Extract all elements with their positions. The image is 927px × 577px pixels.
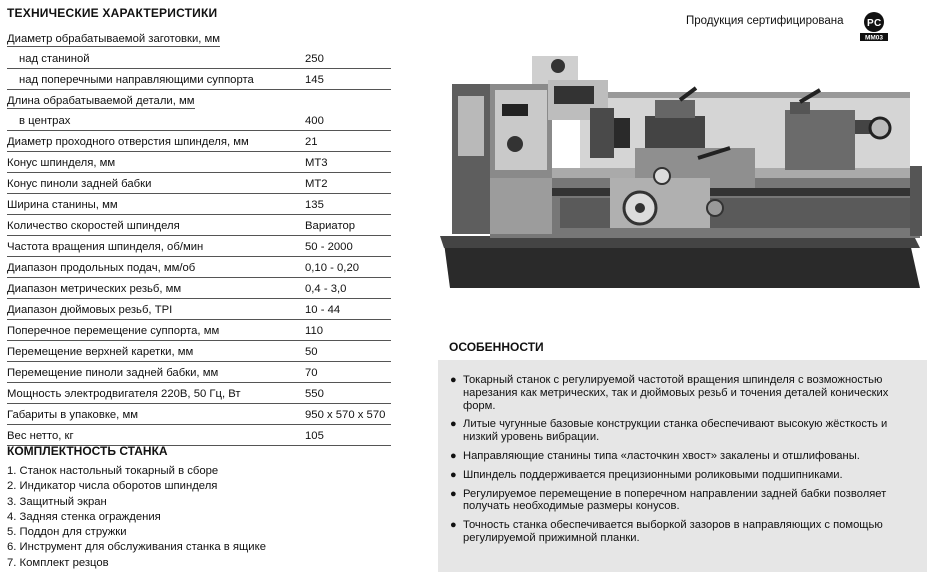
feature-text: Литые чугунные базовые конструкции станка обеспечивают высокую жёсткость и низкий уровень вибрации. — [463, 418, 888, 444]
feature-text: Направляющие станины типа «ласточкин хвост» закалены и отшлифованы. — [463, 449, 860, 462]
spec-value: 400 — [305, 115, 324, 127]
spec-value: 110 — [305, 325, 324, 337]
spec-label: Габариты в упаковке, мм — [7, 409, 138, 421]
spec-label: Диаметр проходного отверстия шпинделя, мм — [7, 136, 249, 148]
spec-value: 250 — [305, 53, 324, 65]
feature-text: Точность станка обеспечивается выборкой зазоров в направляющих с помощью регулируемой прижимной планки. — [463, 519, 883, 544]
spec-label: Поперечное перемещение суппорта, мм — [7, 325, 220, 337]
bullet-icon: ● — [450, 449, 457, 462]
spec-value: 0,10 - 0,20 — [305, 262, 360, 274]
kit-list — [7, 464, 266, 571]
bullet-icon: ● — [450, 519, 457, 532]
spec-value: 50 - 2000 — [305, 241, 353, 253]
spec-row — [7, 362, 391, 383]
spec-label: Частота вращения шпинделя, об/мин — [7, 241, 204, 253]
spec-label: в центрах — [19, 115, 71, 127]
kit-item: 5. Поддон для стружки — [7, 526, 127, 539]
svg-text:С: С — [874, 18, 882, 29]
spec-row — [7, 278, 391, 299]
spec-label: Вес нетто, кг — [7, 430, 74, 442]
spec-label: Конус шпинделя, мм — [7, 157, 116, 169]
spec-row — [7, 173, 391, 194]
lathe-machine-image — [440, 48, 927, 326]
feature-text: Шпиндель поддерживается прецизионными роликовыми подшипниками. — [463, 468, 843, 481]
bullet-icon: ● — [450, 418, 457, 431]
kit-item: 7. Комплект резцов — [7, 556, 109, 569]
feature-item — [450, 519, 920, 545]
kit-item: 1. Станок настольный токарный в сборе — [7, 465, 219, 477]
spec-label: Диапазон продольных подач, мм/об — [7, 262, 196, 274]
spec-label: Длина обрабатываемой детали, мм — [7, 95, 195, 107]
spec-value: 550 — [305, 388, 324, 400]
spec-value: 950 x 570 x 570 — [305, 409, 386, 421]
bullet-icon: ● — [450, 374, 457, 386]
spec-value: МТ3 — [305, 157, 328, 169]
kit-title: КОМПЛЕКТНОСТЬ СТАНКА — [7, 444, 168, 458]
spec-row — [7, 257, 391, 278]
kit-item: 2. Индикатор числа оборотов шпинделя — [7, 480, 218, 493]
spec-label: Ширина станины, мм — [7, 199, 118, 211]
certification-text: Продукция сертифицирована — [686, 15, 844, 27]
spec-row — [7, 152, 391, 173]
feature-item — [450, 418, 920, 444]
spec-label: над станиной — [19, 53, 90, 65]
spec-row — [7, 425, 391, 446]
spec-value: 21 — [305, 136, 318, 148]
spec-row — [7, 320, 391, 341]
spec-value: 105 — [305, 430, 324, 442]
feature-item — [450, 469, 920, 482]
spec-row — [7, 131, 391, 152]
feature-item — [450, 488, 920, 514]
feature-item — [450, 450, 920, 463]
spec-row — [7, 110, 391, 131]
spec-row — [7, 236, 391, 257]
feature-text: Регулируемое перемещение в поперечном направлении задней бабки позволяет получать необходимые размеры конусов. — [463, 487, 887, 513]
spec-row — [7, 194, 391, 215]
bullet-icon: ● — [450, 487, 457, 500]
spec-value: 0,4 - 3,0 — [305, 283, 347, 295]
spec-value: 145 — [305, 74, 324, 86]
features-title: ОСОБЕННОСТИ — [449, 340, 544, 354]
spec-row — [7, 383, 391, 404]
spec-row — [7, 69, 391, 90]
spec-label: Мощность электродвигателя 220В, 50 Гц, Вт — [7, 388, 241, 400]
spec-label: над поперечными направляющими суппорта — [19, 74, 254, 86]
spec-row — [7, 48, 391, 69]
certification-logo-code: ММ03 — [864, 34, 884, 42]
svg-text:Р: Р — [867, 18, 874, 29]
spec-label: Конус пиноли задней бабки — [7, 178, 152, 190]
spec-row — [7, 299, 391, 320]
certification-logo-icon — [858, 10, 890, 42]
spec-label: Диапазон метрических резьб, мм — [7, 283, 182, 295]
feature-item — [450, 374, 920, 412]
specs-table — [7, 28, 391, 446]
spec-label: Перемещение верхней каретки, мм — [7, 346, 194, 358]
spec-label: Диаметр обрабатываемой заготовки, мм — [7, 33, 221, 45]
spec-value: Вариатор — [305, 220, 356, 232]
spec-row — [7, 215, 391, 236]
spec-label: Перемещение пиноли задней бабки, мм — [7, 367, 219, 379]
kit-item: 3. Защитный экран — [7, 495, 107, 508]
spec-row — [7, 90, 391, 110]
feature-text: Токарный станок с регулируемой частотой вращения шпинделя с возможностью нарезания как метрических, так и дюймовых резьб и точения деталей конических форм. — [463, 374, 889, 412]
spec-label: Количество скоростей шпинделя — [7, 220, 180, 232]
spec-value: 50 — [305, 346, 318, 358]
bullet-icon: ● — [450, 468, 457, 481]
features-list — [450, 374, 920, 551]
spec-value: 10 - 44 — [305, 304, 341, 316]
spec-row — [7, 28, 391, 48]
spec-label: Диапазон дюймовых резьб, TPI — [7, 304, 173, 316]
spec-value: 70 — [305, 367, 318, 379]
spec-value: МТ2 — [305, 178, 328, 190]
spec-row — [7, 341, 391, 362]
kit-item: 6. Инструмент для обслуживания станка в ящике — [7, 541, 266, 554]
specs-title: ТЕХНИЧЕСКИЕ ХАРАКТЕРИСТИКИ — [7, 6, 218, 20]
spec-row — [7, 404, 391, 425]
spec-value: 135 — [305, 199, 324, 211]
kit-item: 4. Задняя стенка ограждения — [7, 510, 161, 523]
